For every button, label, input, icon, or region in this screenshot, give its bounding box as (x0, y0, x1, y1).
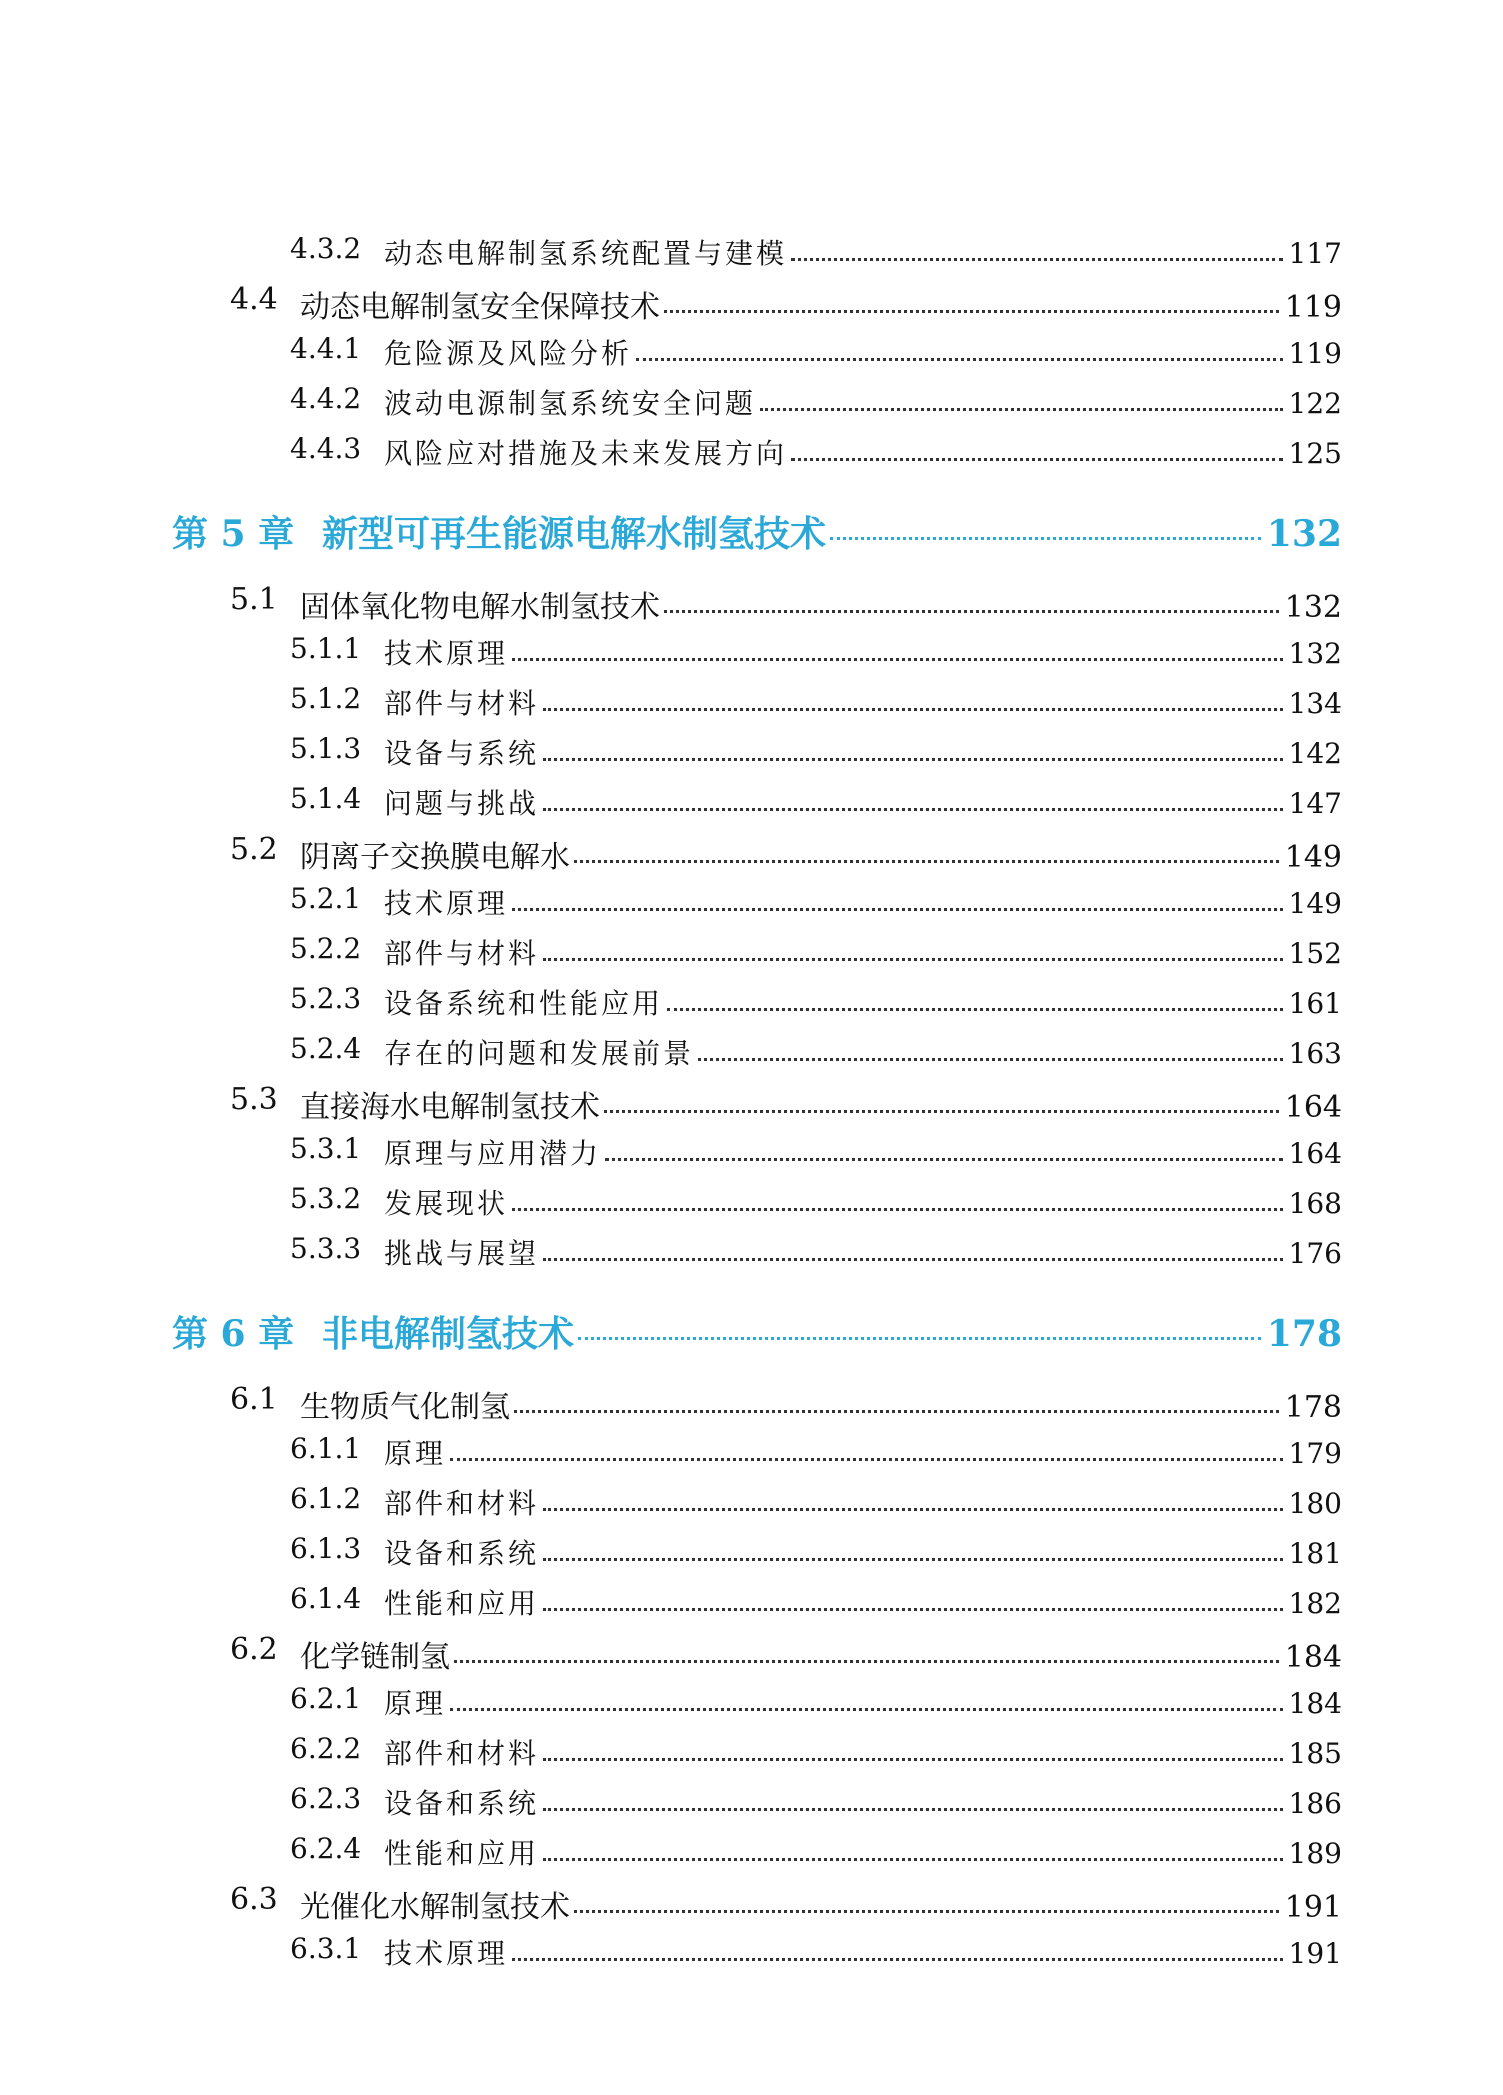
toc-entry-page-number: 181 (1288, 1537, 1342, 1570)
toc-entry-number: 第 6 章 (172, 1313, 295, 1355)
toc-entry-page-number: 180 (1288, 1487, 1342, 1520)
dot-leader (543, 958, 1283, 961)
toc-subsection-entry[interactable] (0, 1432, 1503, 1472)
toc-entry-number: 5.2.1 (290, 882, 362, 915)
toc-entry-page-number: 142 (1288, 737, 1342, 770)
toc-section-entry[interactable] (0, 282, 1503, 326)
toc-entry-page-number: 176 (1288, 1237, 1342, 1270)
dot-leader (512, 1208, 1283, 1211)
toc-entry-title: 生物质气化制氢 (300, 1390, 510, 1425)
dot-leader (512, 658, 1283, 661)
toc-entry-number: 5.1.1 (290, 632, 362, 665)
toc-subsection-entry[interactable] (0, 882, 1503, 922)
toc-entry-number: 4.3.2 (290, 232, 362, 265)
toc-entry-number: 6.1.4 (290, 1582, 362, 1615)
toc-section-entry[interactable] (0, 1882, 1503, 1926)
toc-section-entry[interactable] (0, 1632, 1503, 1676)
toc-entry-page-number: 117 (1288, 237, 1342, 270)
toc-entry-title: 设备与系统 (384, 737, 540, 770)
dot-leader (791, 458, 1283, 461)
toc-entry-title: 直接海水电解制氢技术 (300, 1090, 600, 1125)
toc-entry-title: 性能和应用 (384, 1587, 540, 1620)
toc-entry-page-number: 149 (1288, 887, 1342, 920)
toc-entry-title: 设备和系统 (384, 1537, 540, 1570)
toc-entry-title: 问题与挑战 (384, 787, 540, 820)
dot-leader (664, 310, 1279, 313)
toc-entry-title: 原理 (384, 1437, 447, 1470)
dot-leader (454, 1660, 1279, 1663)
toc-entry-title: 危险源及风险分析 (384, 337, 633, 370)
toc-entry-number: 第 5 章 (172, 513, 295, 555)
toc-entry-page-number: 152 (1288, 937, 1342, 970)
dot-leader (543, 1858, 1283, 1861)
toc-entry-title: 部件与材料 (384, 687, 540, 720)
toc-entry-page-number: 119 (1284, 290, 1342, 325)
toc-entry-page-number: 191 (1284, 1890, 1342, 1925)
dot-leader (664, 610, 1279, 613)
toc-subsection-entry[interactable] (0, 1032, 1503, 1072)
toc-subsection-entry[interactable] (0, 432, 1503, 472)
toc-subsection-entry[interactable] (0, 1932, 1503, 1972)
dot-leader (512, 1958, 1283, 1961)
toc-entry-number: 5.3.2 (290, 1182, 362, 1215)
toc-entry-page-number: 178 (1266, 1313, 1342, 1355)
toc-entry-page-number: 182 (1288, 1587, 1342, 1620)
toc-subsection-entry[interactable] (0, 1532, 1503, 1572)
toc-entry-page-number: 132 (1284, 590, 1342, 625)
toc-entry-number: 5.1.4 (290, 782, 362, 815)
toc-entry-page-number: 132 (1288, 637, 1342, 670)
toc-entry-number: 6.2.1 (290, 1682, 362, 1715)
toc-entry-page-number: 191 (1288, 1937, 1342, 1970)
toc-entry-number: 5.3 (230, 1082, 278, 1117)
dot-leader (574, 860, 1279, 863)
toc-entry-page-number: 189 (1288, 1837, 1342, 1870)
toc-entry-page-number: 125 (1288, 437, 1342, 470)
toc-entry-title: 发展现状 (384, 1187, 509, 1220)
toc-entry-number: 4.4.3 (290, 432, 362, 465)
toc-entry-number: 5.3.3 (290, 1232, 362, 1265)
toc-entry-page-number: 168 (1288, 1187, 1342, 1220)
toc-subsection-entry[interactable] (0, 1182, 1503, 1222)
toc-entry-number: 6.1.1 (290, 1432, 362, 1465)
toc-entry-number: 5.3.1 (290, 1132, 362, 1165)
toc-entry-title: 动态电解制氢系统配置与建模 (384, 237, 788, 270)
toc-entry-number: 5.1.3 (290, 732, 362, 765)
toc-entry-title: 风险应对措施及未来发展方向 (384, 437, 788, 470)
toc-entry-title: 光催化水解制氢技术 (300, 1890, 570, 1925)
toc-entry-title: 新型可再生能源电解水制氢技术 (322, 513, 827, 555)
toc-entry-page-number: 184 (1284, 1640, 1342, 1675)
dot-leader (830, 537, 1261, 540)
toc-entry-page-number: 186 (1288, 1787, 1342, 1820)
toc-entry-title: 动态电解制氢安全保障技术 (300, 290, 660, 325)
toc-subsection-entry[interactable] (0, 1482, 1503, 1522)
toc-entry-number: 5.2 (230, 832, 278, 867)
toc-entry-title: 部件和材料 (384, 1737, 540, 1770)
toc-entry-number: 6.1 (230, 1382, 278, 1417)
toc-entry-number: 6.2.4 (290, 1832, 362, 1865)
dot-leader (574, 1910, 1279, 1913)
toc-subsection-entry[interactable] (0, 1232, 1503, 1272)
toc-entry-title: 技术原理 (384, 1937, 509, 1970)
toc-entry-number: 6.3 (230, 1882, 278, 1917)
toc-entry-title: 原理 (384, 1687, 447, 1720)
toc-entry-number: 5.2.2 (290, 932, 362, 965)
toc-entry-page-number: 184 (1288, 1687, 1342, 1720)
toc-subsection-entry[interactable] (0, 1782, 1503, 1822)
toc-entry-page-number: 149 (1284, 840, 1342, 875)
toc-entry-page-number: 164 (1284, 1090, 1342, 1125)
toc-subsection-entry[interactable] (0, 1132, 1503, 1172)
dot-leader (450, 1708, 1283, 1711)
dot-leader (667, 1008, 1283, 1011)
toc-entry-title: 非电解制氢技术 (322, 1313, 575, 1355)
dot-leader (512, 908, 1283, 911)
dot-leader (543, 1258, 1283, 1261)
dot-leader (760, 408, 1283, 411)
toc-subsection-entry[interactable] (0, 782, 1503, 822)
toc-entry-page-number: 164 (1288, 1137, 1342, 1170)
toc-entry-title: 存在的问题和发展前景 (384, 1037, 695, 1070)
toc-entry-title: 阴离子交换膜电解水 (300, 840, 570, 875)
dot-leader (543, 1558, 1283, 1561)
toc-entry-number: 6.3.1 (290, 1932, 362, 1965)
toc-subsection-entry[interactable] (0, 232, 1503, 272)
toc-entry-title: 部件与材料 (384, 937, 540, 970)
toc-entry-number: 6.1.3 (290, 1532, 362, 1565)
toc-entry-title: 设备和系统 (384, 1787, 540, 1820)
toc-entry-number: 5.2.3 (290, 982, 362, 1015)
toc-entry-title: 设备系统和性能应用 (384, 987, 664, 1020)
toc-entry-page-number: 185 (1288, 1737, 1342, 1770)
toc-subsection-entry[interactable] (0, 1682, 1503, 1722)
toc-entry-page-number: 132 (1266, 513, 1342, 555)
toc-entry-title: 技术原理 (384, 637, 509, 670)
toc-subsection-entry[interactable] (0, 332, 1503, 372)
dot-leader (791, 258, 1283, 261)
toc-section-entry[interactable] (0, 1382, 1503, 1426)
toc-entry-number: 6.1.2 (290, 1482, 362, 1515)
dot-leader (543, 808, 1283, 811)
toc-subsection-entry[interactable] (0, 1582, 1503, 1622)
toc-entry-title: 波动电源制氢系统安全问题 (384, 387, 757, 420)
toc-section-entry[interactable] (0, 832, 1503, 876)
dot-leader (543, 708, 1283, 711)
toc-entry-number: 5.1.2 (290, 682, 362, 715)
dot-leader (636, 358, 1283, 361)
toc-subsection-entry[interactable] (0, 982, 1503, 1022)
dot-leader (604, 1110, 1279, 1113)
dot-leader (450, 1458, 1283, 1461)
toc-subsection-entry[interactable] (0, 382, 1503, 422)
toc-entry-number: 5.1 (230, 582, 278, 617)
toc-subsection-entry[interactable] (0, 632, 1503, 672)
toc-entry-page-number: 163 (1288, 1037, 1342, 1070)
toc-section-entry[interactable] (0, 582, 1503, 626)
toc-subsection-entry[interactable] (0, 682, 1503, 722)
toc-subsection-entry[interactable] (0, 732, 1503, 772)
toc-entry-page-number: 122 (1288, 387, 1342, 420)
dot-leader (543, 1608, 1283, 1611)
dot-leader (698, 1058, 1283, 1061)
toc-subsection-entry[interactable] (0, 1832, 1503, 1872)
toc-section-entry[interactable] (0, 1082, 1503, 1126)
dot-leader (605, 1158, 1283, 1161)
toc-entry-title: 挑战与展望 (384, 1237, 540, 1270)
dot-leader (543, 1508, 1283, 1511)
toc-entry-page-number: 147 (1288, 787, 1342, 820)
toc-entry-page-number: 161 (1288, 987, 1342, 1020)
toc-entry-number: 6.2.3 (290, 1782, 362, 1815)
toc-chapter-entry[interactable] (0, 506, 1503, 557)
toc-entry-title: 部件和材料 (384, 1487, 540, 1520)
toc-entry-number: 4.4 (230, 282, 278, 317)
toc-entry-number: 4.4.1 (290, 332, 362, 365)
dot-leader (578, 1337, 1261, 1340)
toc-entry-title: 原理与应用潜力 (384, 1137, 602, 1170)
toc-entry-number: 5.2.4 (290, 1032, 362, 1065)
toc-entry-title: 化学链制氢 (300, 1640, 450, 1675)
dot-leader (543, 1808, 1283, 1811)
toc-entry-number: 6.2 (230, 1632, 278, 1667)
dot-leader (543, 758, 1283, 761)
dot-leader (543, 1758, 1283, 1761)
toc-entry-page-number: 179 (1288, 1437, 1342, 1470)
toc-entry-page-number: 119 (1288, 337, 1342, 370)
toc-entry-number: 6.2.2 (290, 1732, 362, 1765)
toc-entry-number: 4.4.2 (290, 382, 362, 415)
toc-entry-title: 固体氧化物电解水制氢技术 (300, 590, 660, 625)
toc-subsection-entry[interactable] (0, 932, 1503, 972)
toc-chapter-entry[interactable] (0, 1306, 1503, 1357)
toc-subsection-entry[interactable] (0, 1732, 1503, 1772)
toc-entry-page-number: 178 (1284, 1390, 1342, 1425)
dot-leader (514, 1410, 1279, 1413)
toc-entry-title: 技术原理 (384, 887, 509, 920)
toc-entry-page-number: 134 (1288, 687, 1342, 720)
toc-entry-title: 性能和应用 (384, 1837, 540, 1870)
